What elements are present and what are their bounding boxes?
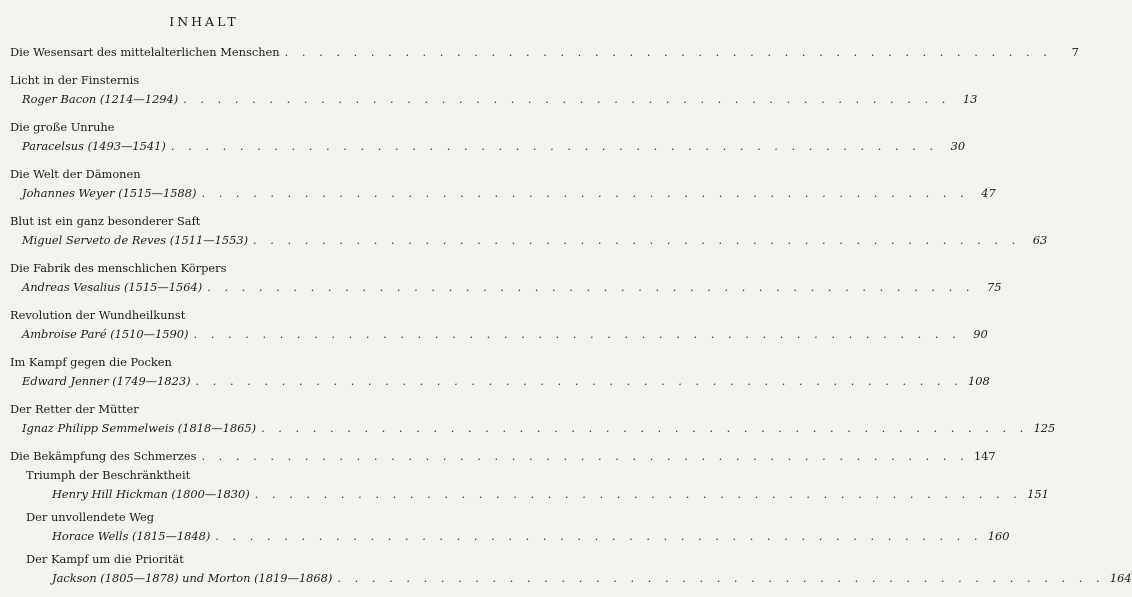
toc-entry [10, 118, 966, 156]
toc-entry [10, 447, 1132, 588]
toc-entry-subtitle: Ignaz Philipp Semmelweis (1818—1865) [22, 421, 257, 435]
toc-entry-subtitle: Edward Jenner (1749—1823) [22, 374, 191, 388]
toc-entry [10, 43, 1079, 62]
toc-entry [10, 259, 1002, 297]
toc-entry [10, 165, 996, 203]
dot-leader: . . . . . . . . . . . . . . . . . . . . . . . . . . . . . . . . . . . . . . . . . . . . . [207, 280, 975, 294]
toc-sub-entry-title: Triumph der Beschränktheit [26, 468, 191, 482]
toc-entry-subtitle: Andreas Vesalius (1515—1564) [22, 280, 203, 294]
toc-entry [10, 400, 1056, 438]
toc-entry [10, 353, 990, 391]
toc-entry-subtitle: Roger Bacon (1214—1294) [22, 92, 179, 106]
toc-entry-title: Der Retter der Mütter [10, 402, 139, 416]
toc-entry-title: Die Wesensart des mittelalterlichen Menschen [10, 45, 280, 59]
toc-page-number: 164 [1109, 571, 1132, 585]
toc-page-number: 47 [981, 186, 996, 200]
dot-leader: . . . . . . . . . . . . . . . . . . . . . . . . . . . . . . . . . . . . . . . . . . . . . [337, 571, 1105, 585]
toc-entry-title: Die Welt der Dämonen [10, 167, 141, 181]
toc-entry-title: Die Fabrik des menschlichen Körpers [10, 261, 227, 275]
dot-leader: . . . . . . . . . . . . . . . . . . . . . . . . . . . . . . . . . . . . . . . . . . . . . [215, 529, 983, 543]
toc-entry-title: Blut ist ein ganz besonderer Saft [10, 214, 201, 228]
toc-page-number: 147 [973, 449, 996, 463]
dot-leader: . . . . . . . . . . . . . . . . . . . . . . . . . . . . . . . . . . . . . . . . . . . . . [284, 45, 1052, 59]
toc-entry [10, 306, 988, 344]
dot-leader: . . . . . . . . . . . . . . . . . . . . . . . . . . . . . . . . . . . . . . . . . . . . . [201, 449, 969, 463]
dot-leader: . . . . . . . . . . . . . . . . . . . . . . . . . . . . . . . . . . . . . . . . . . . . . [261, 421, 1029, 435]
dot-leader: . . . . . . . . . . . . . . . . . . . . . . . . . . . . . . . . . . . . . . . . . . . . . [183, 92, 951, 106]
toc-entry-title: Die Bekämpfung des Schmerzes [10, 449, 197, 463]
toc-sub-entry-title: Der Kampf um die Priorität [26, 552, 184, 566]
toc-heading: INHALT [169, 14, 239, 29]
toc-sub-entry [10, 508, 1010, 546]
toc-entry-subtitle: Miguel Serveto de Reves (1511—1553) [22, 233, 249, 247]
toc-page-number: 108 [968, 374, 990, 388]
toc-page-number: 125 [1033, 421, 1056, 435]
toc-entry [10, 71, 978, 109]
toc-entry-title: Revolution der Wundheilkunst [10, 308, 186, 322]
toc-entry-subtitle: Johannes Weyer (1515—1588) [22, 186, 197, 200]
toc-entry-subtitle: Ambroise Paré (1510—1590) [22, 327, 189, 341]
toc-entry-subtitle: Paracelsus (1493—1541) [22, 139, 166, 153]
toc-page-number: 13 [962, 92, 978, 106]
dot-leader: . . . . . . . . . . . . . . . . . . . . . . . . . . . . . . . . . . . . . . . . . . . . . [170, 139, 939, 153]
toc-page-number: 63 [1032, 233, 1048, 247]
toc-sub-entry [10, 550, 1132, 588]
toc-page-number: 7 [1071, 45, 1079, 59]
toc-page-number: 151 [1027, 487, 1049, 501]
toc-entry-title: Im Kampf gegen die Pocken [10, 355, 172, 369]
toc-sub-entry-subtitle: Jackson (1805—1878) und Morton (1819—1868) [52, 571, 333, 585]
dot-leader: . . . . . . . . . . . . . . . . . . . . . . . . . . . . . . . . . . . . . . . . . . . . . [193, 327, 961, 341]
toc-sub-entry [10, 466, 1049, 504]
dot-leader: . . . . . . . . . . . . . . . . . . . . . . . . . . . . . . . . . . . . . . . . . . . . . [201, 186, 969, 200]
toc-page-number: 75 [986, 280, 1002, 294]
toc-sub-entry-subtitle: Horace Wells (1815—1848) [52, 529, 211, 543]
table-of-contents [10, 43, 1132, 597]
toc-page-number: 160 [987, 529, 1010, 543]
toc-page-number: 90 [973, 327, 988, 341]
toc-sub-entry-subtitle: Henry Hill Hickman (1800—1830) [52, 487, 250, 501]
toc-entry-title: Licht in der Finsternis [10, 73, 140, 87]
dot-leader: . . . . . . . . . . . . . . . . . . . . . . . . . . . . . . . . . . . . . . . . . . . . . [195, 374, 963, 388]
dot-leader: . . . . . . . . . . . . . . . . . . . . . . . . . . . . . . . . . . . . . . . . . . . . . [254, 487, 1022, 501]
toc-sub-entry-title: Der unvollendete Weg [26, 510, 155, 524]
toc-entry [10, 212, 1048, 250]
toc-entry-title: Die große Unruhe [10, 120, 115, 134]
toc-page-number: 30 [950, 139, 966, 153]
dot-leader: . . . . . . . . . . . . . . . . . . . . . . . . . . . . . . . . . . . . . . . . . . . . . [253, 233, 1021, 247]
